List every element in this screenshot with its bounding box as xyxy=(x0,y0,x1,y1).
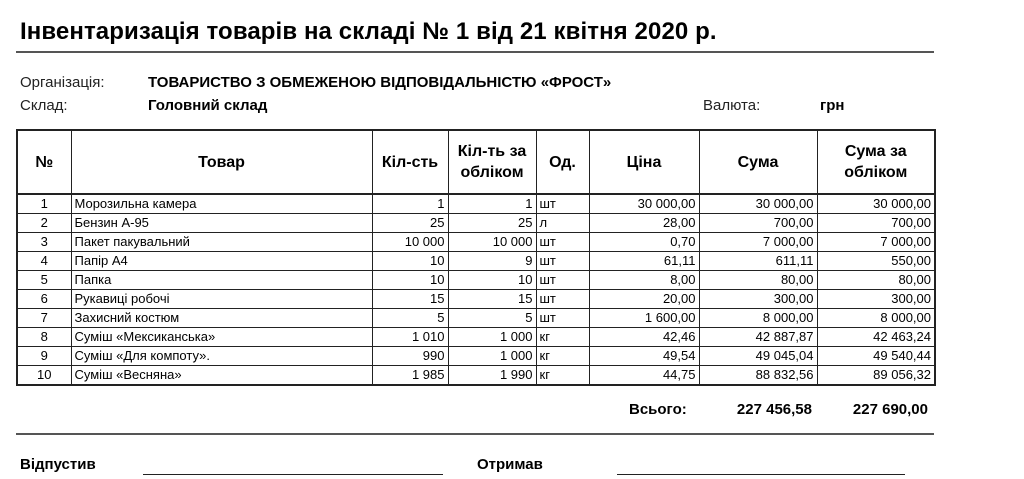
cell-sum: 49 045,04 xyxy=(699,347,817,366)
inventory-table-body xyxy=(17,194,935,385)
cell-quantity: 5 xyxy=(372,309,448,328)
cell-number: 6 xyxy=(17,290,71,309)
cell-sum: 30 000,00 xyxy=(699,194,817,214)
column-header-price: Ціна xyxy=(589,130,699,194)
table-row xyxy=(17,366,935,386)
received-by-label: Отримав xyxy=(477,456,543,473)
cell-number: 1 xyxy=(17,194,71,214)
cell-quantity: 990 xyxy=(372,347,448,366)
cell-quantity-accounting: 10 xyxy=(448,271,536,290)
cell-quantity-accounting: 1 000 xyxy=(448,328,536,347)
cell-sum: 7 000,00 xyxy=(699,233,817,252)
table-header-row xyxy=(17,130,935,194)
cell-product: Папір А4 xyxy=(71,252,372,271)
cell-price: 0,70 xyxy=(589,233,699,252)
cell-sum-accounting: 80,00 xyxy=(817,271,935,290)
cell-quantity-accounting: 9 xyxy=(448,252,536,271)
cell-price: 49,54 xyxy=(589,347,699,366)
cell-sum: 300,00 xyxy=(699,290,817,309)
cell-sum: 611,11 xyxy=(699,252,817,271)
cell-price: 61,11 xyxy=(589,252,699,271)
table-row xyxy=(17,271,935,290)
cell-price: 1 600,00 xyxy=(589,309,699,328)
cell-number: 9 xyxy=(17,347,71,366)
organization-label: Організація: xyxy=(20,74,105,91)
cell-unit: шт xyxy=(536,233,589,252)
cell-sum: 88 832,56 xyxy=(699,366,817,386)
warehouse-value: Головний склад xyxy=(148,97,268,114)
column-header-sum: Сума xyxy=(699,130,817,194)
cell-quantity: 10 xyxy=(372,271,448,290)
cell-unit: шт xyxy=(536,252,589,271)
cell-unit: кг xyxy=(536,366,589,386)
cell-unit: кг xyxy=(536,328,589,347)
cell-product: Суміш «Мексиканська» xyxy=(71,328,372,347)
cell-sum-accounting: 89 056,32 xyxy=(817,366,935,386)
column-header-quantity-accounting: Кіл-ть за обліком xyxy=(448,130,536,194)
column-header-product: Товар xyxy=(71,130,372,194)
table-row xyxy=(17,347,935,366)
table-row xyxy=(17,309,935,328)
cell-product: Папка xyxy=(71,271,372,290)
cell-quantity: 15 xyxy=(372,290,448,309)
cell-quantity-accounting: 10 000 xyxy=(448,233,536,252)
footer-divider xyxy=(16,433,934,435)
cell-number: 10 xyxy=(17,366,71,386)
cell-price: 20,00 xyxy=(589,290,699,309)
currency-value: грн xyxy=(820,97,845,114)
table-row xyxy=(17,252,935,271)
cell-sum-accounting: 300,00 xyxy=(817,290,935,309)
cell-unit: шт xyxy=(536,194,589,214)
cell-quantity-accounting: 1 000 xyxy=(448,347,536,366)
cell-sum-accounting: 30 000,00 xyxy=(817,194,935,214)
cell-product: Суміш «Весняна» xyxy=(71,366,372,386)
cell-quantity-accounting: 5 xyxy=(448,309,536,328)
column-header-sum-accounting: Сума за обліком xyxy=(817,130,935,194)
cell-quantity: 1 xyxy=(372,194,448,214)
column-header-number: № xyxy=(17,130,71,194)
cell-sum: 700,00 xyxy=(699,214,817,233)
cell-sum-accounting: 49 540,44 xyxy=(817,347,935,366)
table-row xyxy=(17,328,935,347)
cell-price: 30 000,00 xyxy=(589,194,699,214)
cell-sum-accounting: 42 463,24 xyxy=(817,328,935,347)
cell-number: 8 xyxy=(17,328,71,347)
cell-unit: л xyxy=(536,214,589,233)
cell-sum-accounting: 7 000,00 xyxy=(817,233,935,252)
cell-unit: шт xyxy=(536,290,589,309)
cell-quantity: 10 xyxy=(372,252,448,271)
table-row xyxy=(17,233,935,252)
cell-price: 42,46 xyxy=(589,328,699,347)
table-row xyxy=(17,214,935,233)
cell-number: 5 xyxy=(17,271,71,290)
released-by-label: Відпустив xyxy=(20,456,96,473)
table-row xyxy=(17,194,935,214)
cell-unit: кг xyxy=(536,347,589,366)
released-by-signature-line xyxy=(143,474,443,475)
page-title: Інвентаризація товарів на складі № 1 від 21 квітня 2020 р. xyxy=(20,18,717,45)
cell-price: 44,75 xyxy=(589,366,699,386)
cell-quantity-accounting: 25 xyxy=(448,214,536,233)
cell-product: Морозильна камера xyxy=(71,194,372,214)
received-by-signature-line xyxy=(617,474,905,475)
cell-price: 8,00 xyxy=(589,271,699,290)
cell-quantity: 1 010 xyxy=(372,328,448,347)
cell-number: 3 xyxy=(17,233,71,252)
cell-sum-accounting: 700,00 xyxy=(817,214,935,233)
totals-sum: 227 456,58 xyxy=(736,401,812,418)
cell-quantity-accounting: 1 xyxy=(448,194,536,214)
cell-sum: 42 887,87 xyxy=(699,328,817,347)
cell-unit: шт xyxy=(536,309,589,328)
cell-product: Пакет пакувальний xyxy=(71,233,372,252)
cell-sum-accounting: 550,00 xyxy=(817,252,935,271)
column-header-quantity: Кіл-сть xyxy=(372,130,448,194)
organization-value: ТОВАРИСТВО З ОБМЕЖЕНОЮ ВІДПОВІДАЛЬНІСТЮ «ФРОСТ» xyxy=(148,74,612,91)
warehouse-label: Склад: xyxy=(20,97,68,114)
cell-product: Рукавиці робочі xyxy=(71,290,372,309)
currency-label: Валюта: xyxy=(703,97,761,114)
cell-sum: 80,00 xyxy=(699,271,817,290)
totals-label: Всього: xyxy=(629,401,687,418)
cell-unit: шт xyxy=(536,271,589,290)
cell-number: 4 xyxy=(17,252,71,271)
inventory-table xyxy=(16,129,936,386)
cell-product: Бензин А-95 xyxy=(71,214,372,233)
cell-sum: 8 000,00 xyxy=(699,309,817,328)
cell-price: 28,00 xyxy=(589,214,699,233)
cell-number: 2 xyxy=(17,214,71,233)
cell-quantity: 25 xyxy=(372,214,448,233)
table-row xyxy=(17,290,935,309)
cell-number: 7 xyxy=(17,309,71,328)
cell-quantity: 10 000 xyxy=(372,233,448,252)
cell-product: Суміш «Для компоту». xyxy=(71,347,372,366)
cell-quantity: 1 985 xyxy=(372,366,448,386)
totals-sum-accounting: 227 690,00 xyxy=(852,401,928,418)
cell-sum-accounting: 8 000,00 xyxy=(817,309,935,328)
cell-quantity-accounting: 15 xyxy=(448,290,536,309)
column-header-unit: Од. xyxy=(536,130,589,194)
cell-quantity-accounting: 1 990 xyxy=(448,366,536,386)
title-divider xyxy=(16,51,934,53)
cell-product: Захисний костюм xyxy=(71,309,372,328)
